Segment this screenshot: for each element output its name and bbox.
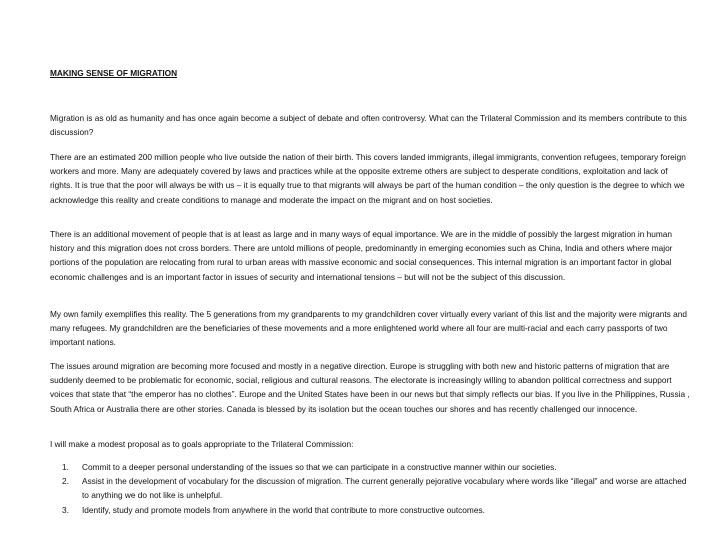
list-item: [50, 503, 690, 517]
list-item: [50, 460, 690, 474]
goals-list: [50, 460, 690, 517]
list-item-text: Identify, study and promote models from anywhere in the world that contribute to more constructive outcomes.: [82, 504, 485, 515]
list-item-number: 3.: [62, 504, 69, 515]
paragraph-issues: The issues around migration are becoming more focused and mostly in a negative direction. Europe is struggling with both new and historic patterns of migration that are suddenly deemed to be problematic for economic, social, religious and cultural reasons. The electorate is increasingly willing to abandon political correctness and support voices that state that “the emperor has no clothes”. Europe and the United States have been in our news but that simply reflects our bias. If you live in the Philippines, Russia , South Africa or Australia there are other stories. Canada is blessed by its isolation but the ocean touches our shores and has recently challenged our innocence.: [50, 361, 690, 414]
paragraph-proposal: I will make a modest proposal as to goals appropriate to the Trilateral Commission:: [50, 439, 354, 449]
list-item: [50, 474, 690, 502]
paragraph-intro: Migration is as old as humanity and has once again become a subject of debate and often controversy. What can the Trilateral Commission and its members contribute to this discussion?: [50, 113, 687, 138]
document-title: MAKING SENSE OF MIGRATION: [50, 68, 178, 78]
list-item-number: 2.: [62, 476, 69, 487]
paragraph-estimate: There are an estimated 200 million people who live outside the nation of their birth. This covers landed immigrants, illegal immigrants, convention refugees, temporary foreign workers and more. Many are adequately covered by laws and practices while at the opposite extreme others are subject to desperate conditions, exploitation and lack of rights. It is true that the poor will always be with us – it is equally true to that migrants will always be part of the human condition – the only question is the degree to which we acknowledge this reality and create conditions to manage and moderate the impact on the migrant and on host societies.: [50, 152, 686, 205]
list-item-number: 1.: [62, 462, 69, 472]
paragraph-internal-migration: There is an additional movement of people that is at least as large and in many ways of equal importance. We are in the middle of possibly the largest migration in human history and this migration does not cross borders. There are untold millions of people, predominantly in emerging economies such as China, India and others where major portions of the population are relocating from rural to urban areas with massive economic and social consequences. This internal migration is an important factor in global economic challenges and is an important factor in issues of security and international tensions – but will not be the subject of this discussion.: [50, 229, 673, 282]
list-item-text: Commit to a deeper personal understanding of the issues so that we can participate in a constructive manner within our societies.: [82, 462, 557, 472]
paragraph-family: My own family exemplifies this reality. The 5 generations from my grandparents to my grandchildren cover virtually every variant of this list and the majority were migrants and many refugees. My grandchildren are the beneficiaries of these movements and a more enlightened world where all four are multi-racial and each carry passports of two important nations.: [50, 309, 687, 348]
list-item-text: Assist in the development of vocabulary for the discussion of migration. The current generally pejorative vocabulary where words like “illegal” and worse are attached to anything we do not like is unhelpful.: [82, 476, 687, 501]
